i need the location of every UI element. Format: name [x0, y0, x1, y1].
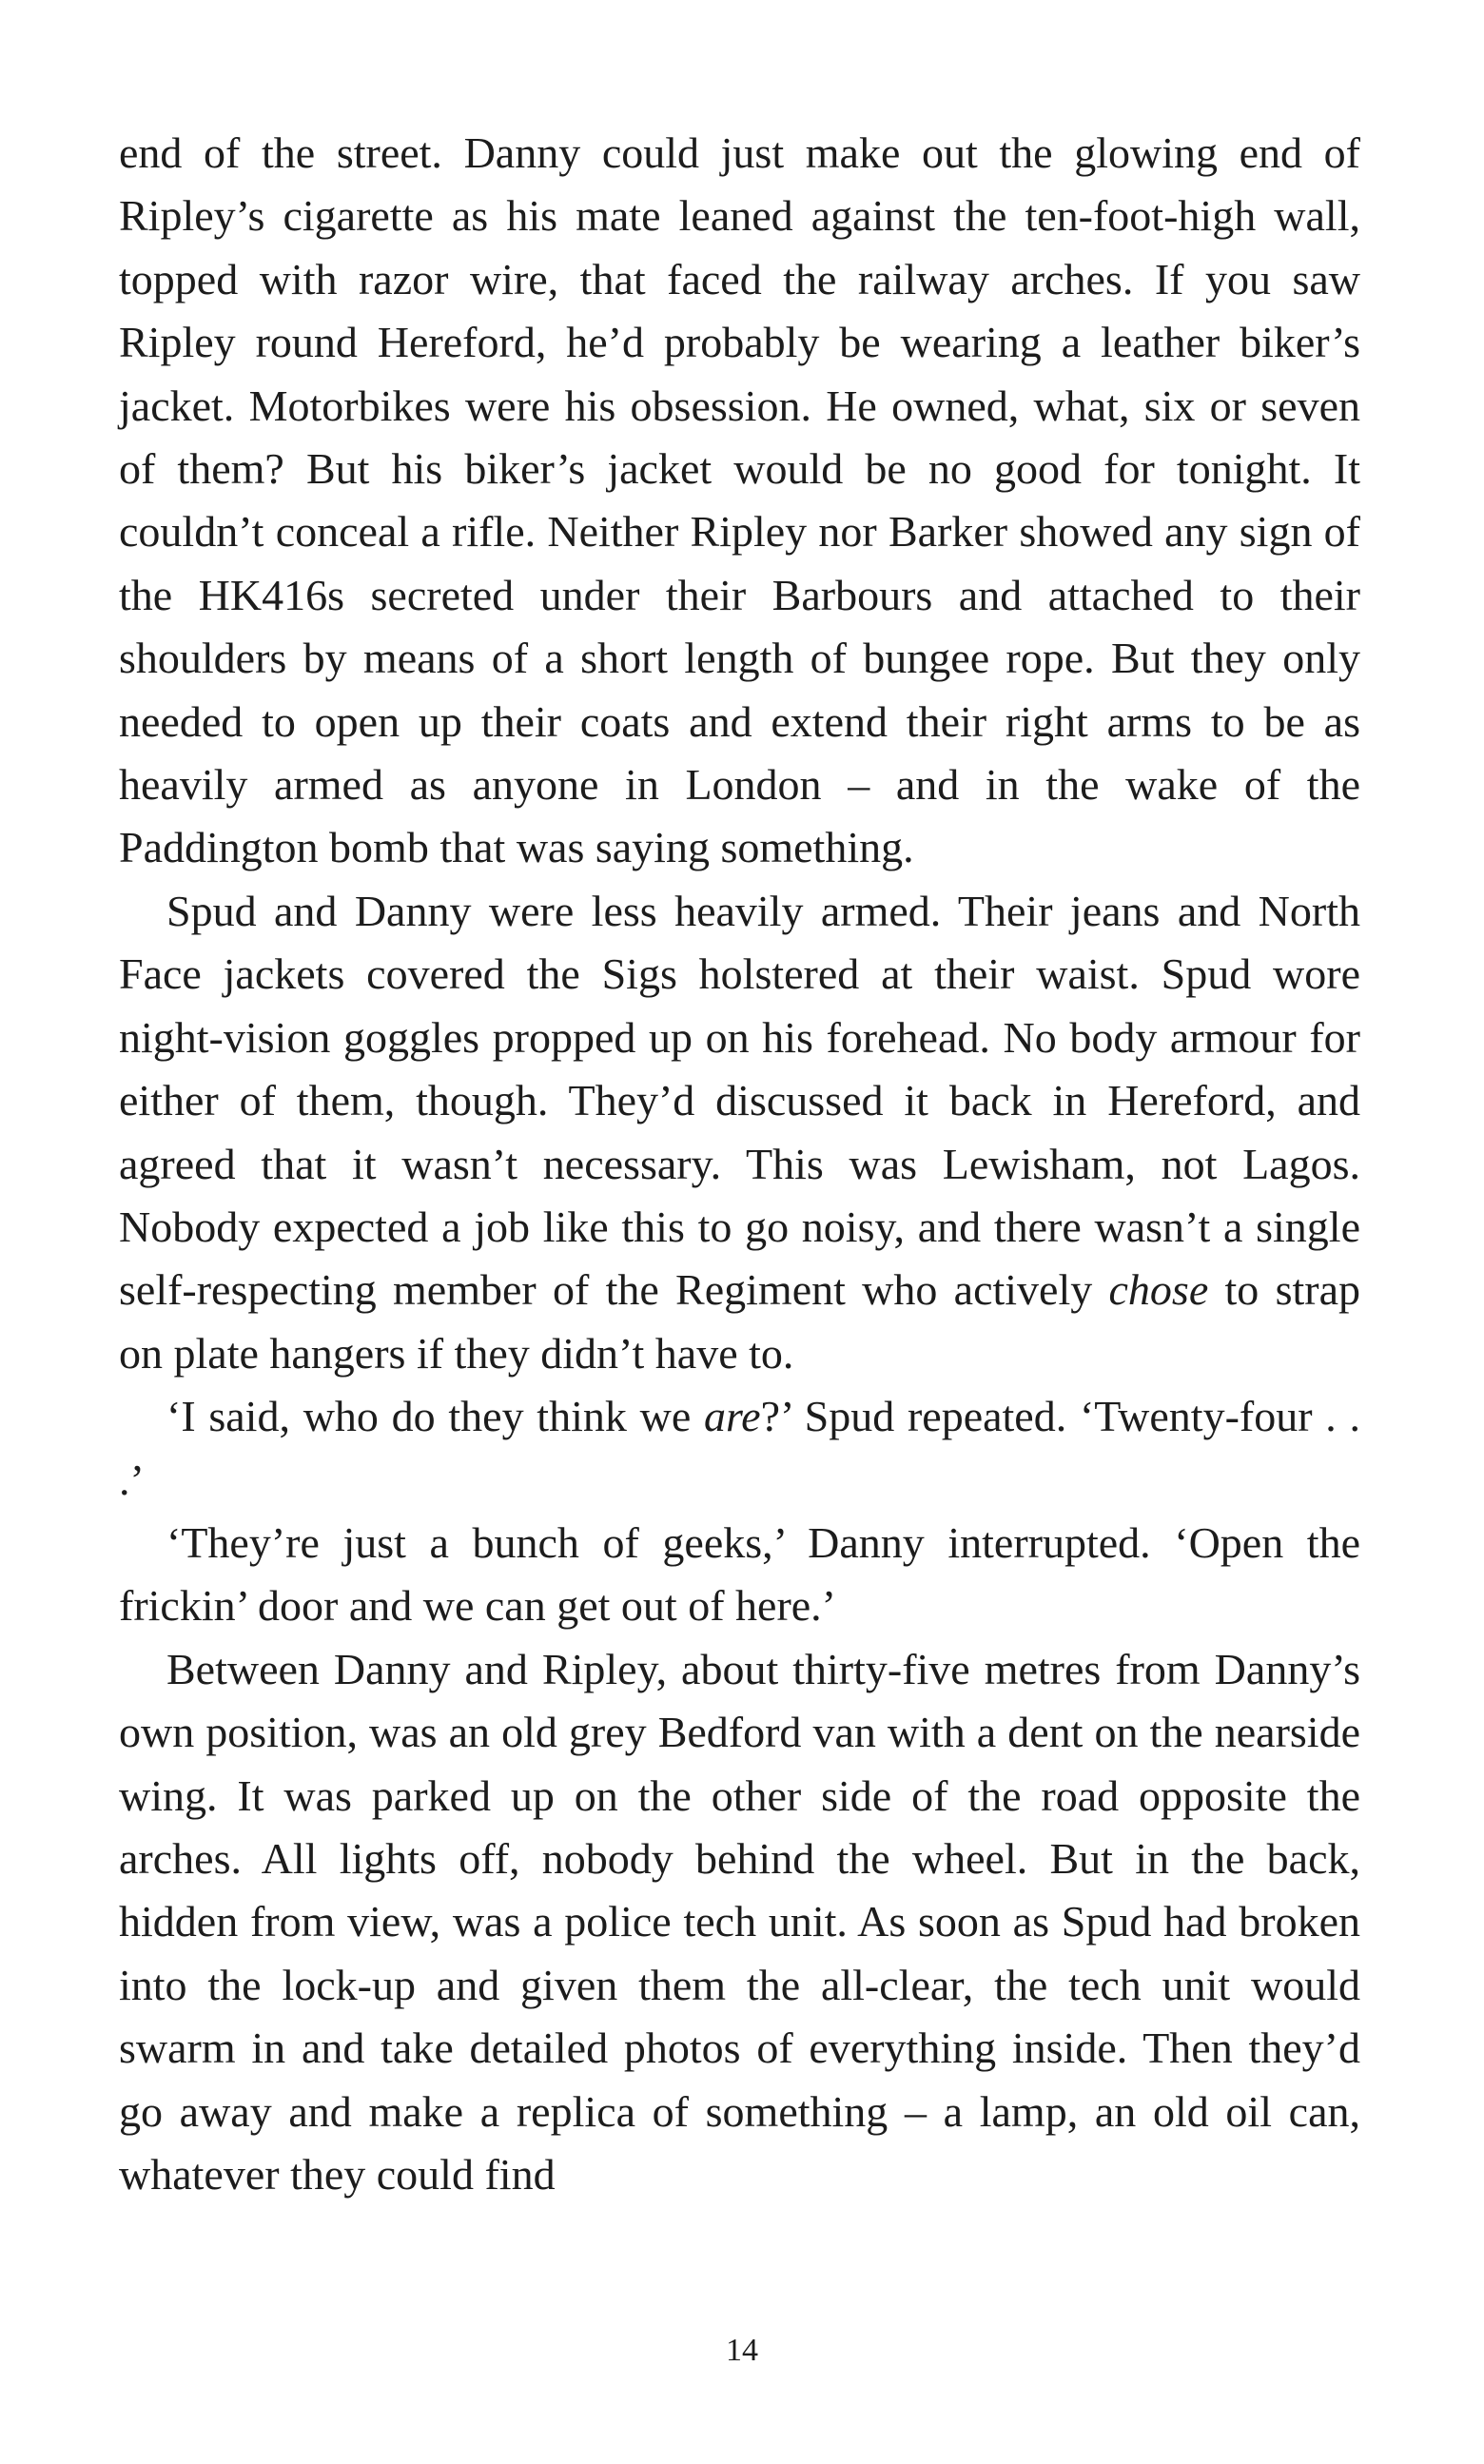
text-run: ?’ Spud repeated. ‘Twenty-four . . .’: [119, 1392, 1360, 1504]
text-run: ‘They’re just a bunch of geeks,’ Danny interrupted. ‘Open the frickin’ door and we can get out of here.’: [119, 1517, 1360, 1631]
text-run: Spud and Danny were less heavily armed. Their jeans and North Face jackets covered the Sigs holstered at their waist. Spud wore night-vision goggles propped up on his forehead. No body armour for either of them, though. They’d discussed it back in Hereford, and agreed that it wasn’t necessary. This was Lewisham, not Lagos. Nobody expected a job like this to go noisy, and there wasn’t a single self-respecting member of the Regiment who actively: [119, 886, 1360, 1315]
paragraph-2: [119, 880, 1360, 1385]
page-number: 14: [726, 2333, 758, 2368]
text-run: Between Danny and Ripley, about thirty-five metres from Danny’s own position, was an old grey Bedford van with a dent on the nearside wing. It was parked up on the other side of the road opposite the arches. All lights off, nobody behind the wheel. But in the back, hidden from view, was a police tech unit. As soon as Spud had broken into the lock-up and given them the all-clear, the tech unit would swarm in and take detailed photos of everything inside. Then they’d go away and make a replica of something – a lamp, an old oil can, whatever they could find: [119, 1644, 1360, 2199]
paragraph-1: [119, 122, 1360, 880]
text-run: end of the street. Danny could just make out the glowing end of Ripley’s cigarette as his mate leaned against the ten-foot-high wall, topped with razor wire, that faced the railway arches. If you saw Ripley round Hereford, he’d probably be wearing a leather biker’s jacket. Motorbikes were his obsession. He owned, what, six or seven of them? But his biker’s jacket would be no good for tonight. It couldn’t conceal a rifle. Neither Ripley nor Barker showed any sign of the HK416s secreted under their Barbours and attached to their shoulders by means of a short length of bungee rope. But they only needed to open up their coats and extend their right arms to be as heavily armed as anyone in London – and in the wake of the Paddington bomb that was saying something.: [119, 128, 1360, 872]
body-text: [119, 122, 1360, 2206]
paragraph-3: [119, 1385, 1360, 1512]
paragraph-5: [119, 1638, 1360, 2207]
text-run: ‘I said, who do they think we: [166, 1392, 704, 1441]
text-run: to strap on plate hangers if they didn’t have to.: [119, 1265, 1360, 1378]
paragraph-4: [119, 1512, 1360, 1638]
italic-text-run: are: [703, 1392, 761, 1441]
italic-text-run: chose: [1108, 1265, 1209, 1315]
